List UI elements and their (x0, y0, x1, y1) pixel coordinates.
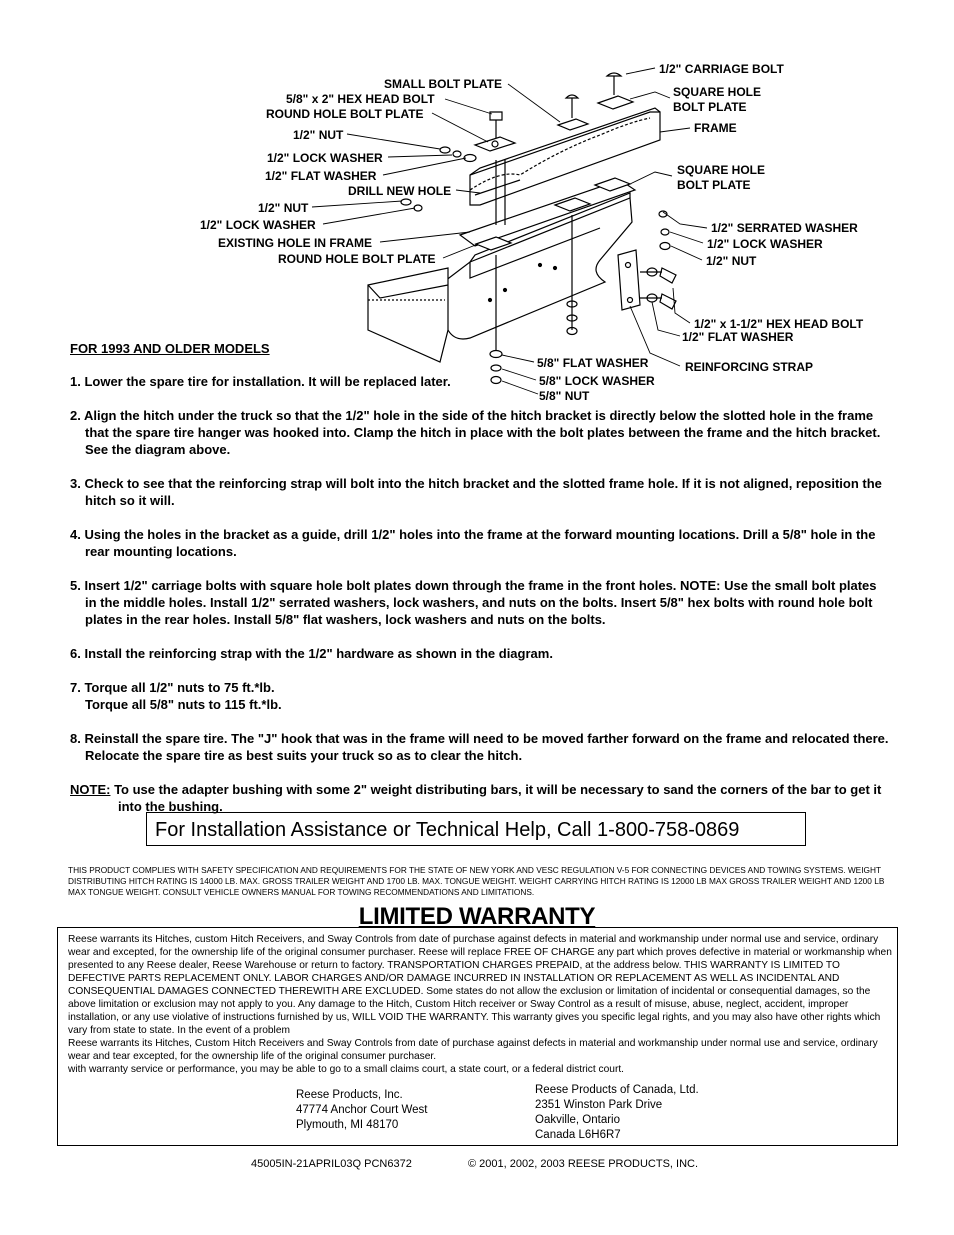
instruction-step-4: 4. Using the holes in the bracket as a guide, drill 1/2" holes into the frame at the forward mounting locations. Drill a 5/8" hole in the rear mounting locations. (70, 527, 876, 559)
instruction-step-7-line-2: Torque all 5/8" nuts to 115 ft.*lb. (85, 697, 282, 712)
instruction-step-6: 6. Install the reinforcing strap with the 1/2" hardware as shown in the diagram. (70, 646, 553, 661)
instruction-step-7 (70, 679, 890, 713)
reinforcing-strap-shape (618, 250, 640, 310)
instruction-step-7-line-1: 7. Torque all 1/2" nuts to 75 ft.*lb. (70, 680, 275, 695)
canada-address-line: 2351 Winston Park Drive (535, 1099, 663, 1111)
label-square-hole-plate-mid-1: SQUARE HOLE (677, 163, 766, 177)
label-frame: FRAME (694, 121, 737, 135)
label-existing-hole: EXISTING HOLE IN FRAME (218, 236, 373, 250)
warranty-paragraph-2: Reese warrants its Hitches, Custom Hitch Receivers and Sway Controls from date of purchase against defects in material and workmanship under normal use and service, ordinary wear and tear excepted, for the ownership life of the original consumer purchaser. (68, 1038, 878, 1062)
us-address (296, 1088, 427, 1133)
warranty-text-block (68, 933, 893, 1076)
label-half-nut-2: 1/2" NUT (258, 201, 309, 215)
label-half-lock-washer-2: 1/2" LOCK WASHER (200, 218, 316, 232)
label-round-hole-bolt-plate-top: ROUND HOLE BOLT PLATE (266, 107, 424, 121)
label-half-lock-washer-1: 1/2" LOCK WASHER (267, 151, 383, 165)
part-number: 45005IN-21APRIL03Q PCN6372 (251, 1158, 412, 1170)
installation-instructions (70, 340, 890, 815)
canada-address-line: Canada L6H6R7 (535, 1129, 621, 1141)
instruction-step-3: 3. Check to see that the reinforcing strap will bolt into the hitch bracket and the slotted frame hole. If it is not aligned, reposition the hitch so it will. (70, 476, 882, 508)
label-half-nut-3: 1/2" NUT (706, 254, 757, 268)
label-small-bolt-plate: SMALL BOLT PLATE (384, 77, 502, 91)
note-text: To use the adapter bushing with some 2" weight distributing bars, it will be necessary to sand the corners of the bar to get it into the bushing. (110, 782, 882, 814)
label-half-lock-washer-3: 1/2" LOCK WASHER (707, 237, 823, 251)
label-drill-new-hole: DRILL NEW HOLE (348, 184, 452, 198)
instruction-note (70, 781, 890, 815)
us-address-line: Reese Products, Inc. (296, 1089, 403, 1101)
warranty-box (57, 927, 898, 1146)
help-box: For Installation Assistance or Technical Help, Call 1-800-758-0869 (146, 812, 806, 846)
instruction-step-2: 2. Align the hitch under the truck so that the 1/2" hole in the side of the hitch bracket is directly below the slotted hole in the frame that the spare tire hanger was hooked into. Clamp the hitch in place with the bolt plates between the frame and the hitch bracket. See the diagram above. (70, 408, 881, 457)
label-square-hole-plate-mid-2: BOLT PLATE (677, 178, 751, 192)
label-reinforcing-strap: REINFORCING STRAP (685, 360, 814, 374)
label-half-nut-1: 1/2" NUT (293, 128, 344, 142)
instruction-step-5: 5. Insert 1/2" carriage bolts with square hole bolt plates down through the frame in the front holes. NOTE: Use the small bolt plates in the middle holes. Install 1/2" serrated washers, lock washers, and nuts on the bolts. Insert 5/8" hex bolts with round hole bolt plates in the rear holes. Install 5/8" flat washers, lock washers and nuts on the bolts. (70, 578, 877, 627)
instructions-header: FOR 1993 AND OLDER MODELS (70, 341, 270, 356)
label-58-flat-washer: 5/8" FLAT WASHER (537, 356, 649, 370)
label-58-lock-washer: 5/8" LOCK WASHER (539, 374, 655, 388)
warranty-title: LIMITED WARRANTY (358, 903, 596, 930)
warranty-paragraph-1: Reese warrants its Hitches, custom Hitch Receivers, and Sway Controls from date of purchase against defects in material and workmanship under normal use and service, ordinary wear and excepted, for the ownership life of the original consumer purchaser. Reese will replace FREE OF CHARGE any part which proves defective in material or workmanship when presented to any Reese dealer, Reese Warehouse or return to factory. TRANSPORTATION CHARGES PREPAID, at the address below. THIS WARRANTY IS LIMITED TO DEFECTIVE PARTS REPLACEMENT ONLY. LABOR CHARGES AND/OR DAMAGE INCURRED IN INSTALLATION OR REPLACEMENT AS WELL AS INCIDENTAL AND CONSEQUENTIAL DAMAGES CONNECTED THEREWITH ARE EXCLUDED. Some states do not allow the exclusion or limitation of incidental or consequential damages, so the above limitation or exclusion may not apply to you. Any damage to the Hitch, Custom Hitch receiver or Sway Control as a result of misuse, abuse, neglect, accident, improper installation, or any use violative of instructions furnished by us, WILL VOID THE WARRANTY. This warranty gives you specific legal rights, and you may also have other rights which vary from state to state. In the event of a problem (68, 934, 892, 1036)
label-half-flat-washer-1: 1/2" FLAT WASHER (265, 169, 377, 183)
label-square-hole-plate-top-1: SQUARE HOLE (673, 85, 762, 99)
label-hex-head-bolt-58: 5/8" x 2" HEX HEAD BOLT (286, 92, 435, 106)
us-address-line: Plymouth, MI 48170 (296, 1119, 399, 1131)
label-square-hole-plate-top-2: BOLT PLATE (673, 100, 747, 114)
label-carriage-bolt: 1/2" CARRIAGE BOLT (659, 62, 784, 76)
canada-address-line: Reese Products of Canada, Ltd. (535, 1084, 699, 1096)
instruction-step-1: 1. Lower the spare tire for installation. It will be replaced later. (70, 374, 451, 389)
label-hex-head-bolt-half: 1/2" x 1-1/2" HEX HEAD BOLT (694, 317, 864, 331)
label-round-hole-bolt-plate-bottom: ROUND HOLE BOLT PLATE (278, 252, 436, 266)
note-label: NOTE: (70, 782, 111, 797)
instruction-step-8: 8. Reinstall the spare tire. The "J" hook that was in the frame will need to be moved farther forward on the frame and relocated there. Relocate the spare tire as best suits your truck so as to clear the hitch. (70, 731, 889, 763)
canada-address (535, 1083, 699, 1143)
label-half-flat-washer-2: 1/2" FLAT WASHER (682, 330, 794, 344)
warranty-paragraph-3: with warranty service or performance, you may be able to go to a small claims court, a state court, or a federal district court. (68, 1064, 625, 1075)
label-serrated-washer: 1/2" SERRATED WASHER (711, 221, 858, 235)
us-address-line: 47774 Anchor Court West (296, 1104, 428, 1116)
copyright: © 2001, 2002, 2003 REESE PRODUCTS, INC. (468, 1158, 699, 1170)
canada-address-line: Oakville, Ontario (535, 1114, 621, 1126)
compliance-statement: THIS PRODUCT COMPLIES WITH SAFETY SPECIFICATION AND REQUIREMENTS FOR THE STATE OF NEW YORK AND VESC REGULATION V-5 FOR CONNECTING DEVICES AND TOWING SYSTEMS. WEIGHT DISTRIBUTING HITCH RATING IS 14000 LB. MAX. GROSS TRAILER WEIGHT AND 1700 LB. MAX. TONGUE WEIGHT. WEIGHT CARRYING HITCH RATING IS 12000 LB MAX GROSS TRAILER WEIGHT AND 1200 LB MAX TONGUE WEIGHT. CONSULT VEHICLE OWNERS MANUAL FOR TOWING RECOMMENDATIONS AND LIMITATIONS. (68, 865, 885, 897)
label-58-nut: 5/8" NUT (539, 389, 590, 403)
